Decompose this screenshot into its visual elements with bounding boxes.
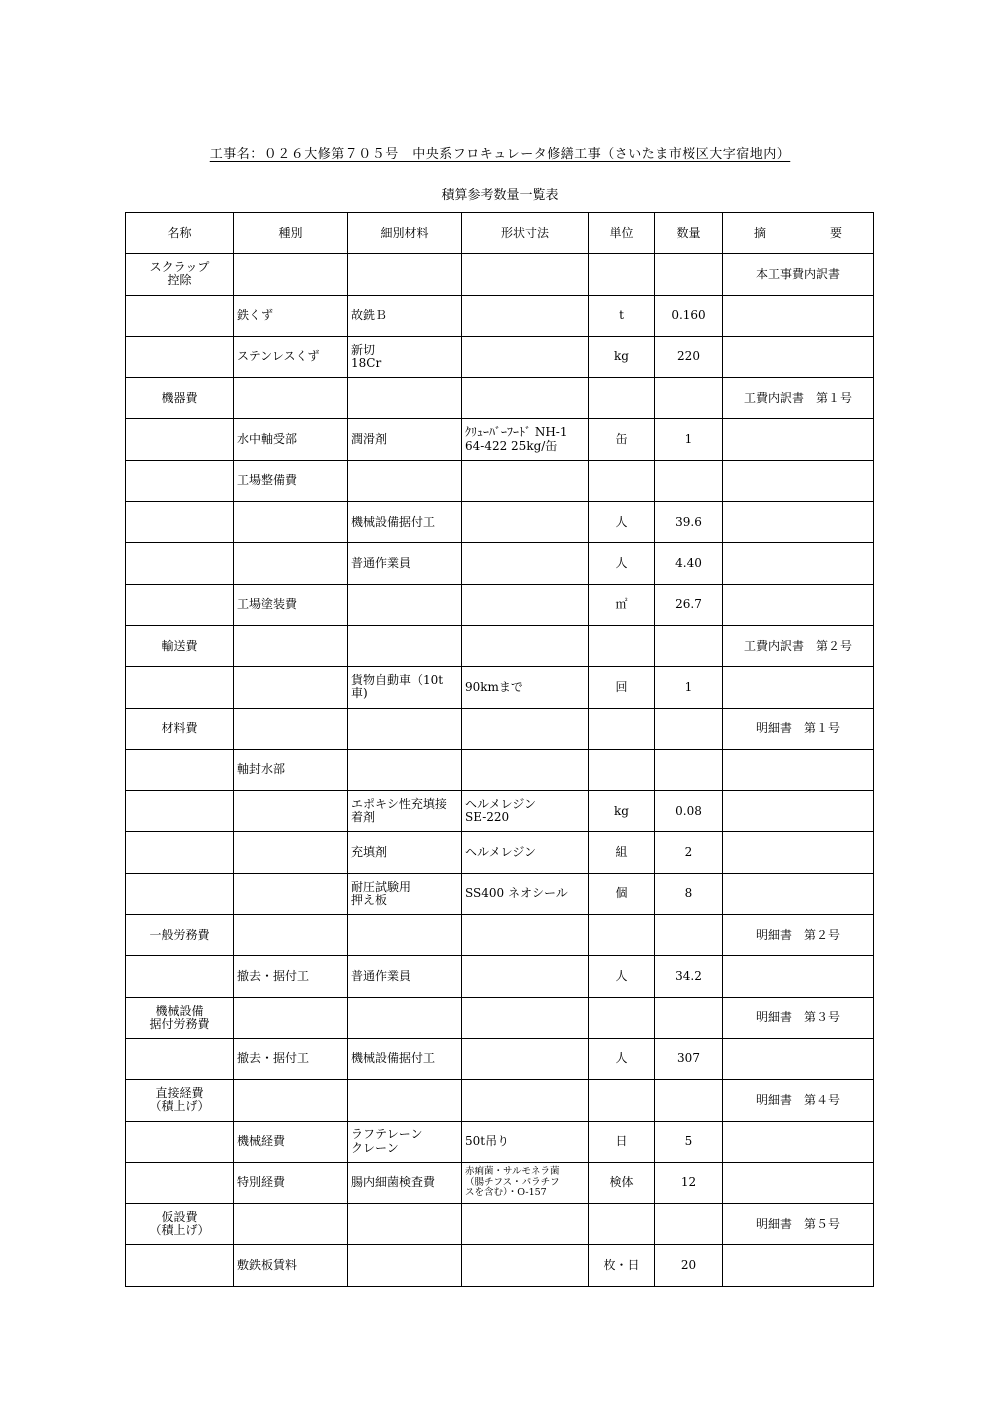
cell-detail: 機械設備据付工 — [348, 502, 462, 543]
table-row — [126, 460, 874, 501]
cell-name: 機器費 — [126, 378, 234, 419]
cell-unit: kg — [589, 791, 655, 832]
cell-spec — [462, 997, 589, 1038]
cell-qty: 26.7 — [655, 584, 723, 625]
cell-unit: t — [589, 295, 655, 336]
header-spec: 形状寸法 — [462, 213, 589, 254]
cell-detail: 普通作業員 — [348, 543, 462, 584]
cell-spec — [462, 254, 589, 295]
cell-name — [126, 832, 234, 873]
table-row — [126, 832, 874, 873]
header-remark-b: 要 — [829, 225, 842, 240]
table-row — [126, 915, 874, 956]
cell-type — [234, 997, 348, 1038]
cell-name — [126, 873, 234, 914]
cell-detail: 機械設備据付工 — [348, 1038, 462, 1079]
cell-unit: kg — [589, 336, 655, 377]
cell-qty: 1 — [655, 667, 723, 708]
cell-remark — [723, 336, 874, 377]
cell-name — [126, 749, 234, 790]
cell-detail: 普通作業員 — [348, 956, 462, 997]
cell-spec — [462, 460, 589, 501]
table-row — [126, 1121, 874, 1162]
cell-remark: 明細書 第３号 — [723, 997, 874, 1038]
cell-type — [234, 1204, 348, 1245]
cell-type — [234, 543, 348, 584]
cell-spec: ｸﾘｭｰﾊﾞｰﾌｰﾄﾞ NH-1 64-422 25kg/缶 — [462, 419, 589, 460]
cell-unit: 組 — [589, 832, 655, 873]
cell-spec — [462, 1038, 589, 1079]
cell-type: 工場塗装費 — [234, 584, 348, 625]
cell-remark — [723, 460, 874, 501]
cell-type — [234, 832, 348, 873]
cell-detail: 耐圧試験用 押え板 — [348, 873, 462, 914]
cell-name: スクラップ 控除 — [126, 254, 234, 295]
cell-spec — [462, 295, 589, 336]
cell-type — [234, 625, 348, 666]
cell-name: 直接経費 （積上げ） — [126, 1080, 234, 1121]
cell-qty: 5 — [655, 1121, 723, 1162]
cell-spec — [462, 915, 589, 956]
cell-qty: 4.40 — [655, 543, 723, 584]
cell-type: 軸封水部 — [234, 749, 348, 790]
cell-type — [234, 791, 348, 832]
cell-type — [234, 915, 348, 956]
cell-detail — [348, 1204, 462, 1245]
cell-unit: ㎡ — [589, 584, 655, 625]
cell-unit — [589, 708, 655, 749]
header-qty: 数量 — [655, 213, 723, 254]
document-subtitle: 積算参考数量一覧表 — [441, 188, 559, 203]
cell-name — [126, 1038, 234, 1079]
cell-detail — [348, 460, 462, 501]
table-row — [126, 378, 874, 419]
table-body — [126, 254, 874, 1286]
header-remark — [723, 213, 874, 254]
cell-type — [234, 667, 348, 708]
cell-qty: 1 — [655, 419, 723, 460]
table-row — [126, 956, 874, 997]
cell-qty: 34.2 — [655, 956, 723, 997]
cell-name — [126, 584, 234, 625]
cell-detail: 故銑Ｂ — [348, 295, 462, 336]
cell-detail: エポキシ性充填接 着剤 — [348, 791, 462, 832]
cell-spec — [462, 956, 589, 997]
cell-type — [234, 254, 348, 295]
cell-spec — [462, 749, 589, 790]
cell-remark — [723, 295, 874, 336]
table-row — [126, 1162, 874, 1203]
cell-type — [234, 1080, 348, 1121]
cell-name — [126, 543, 234, 584]
cell-detail: ラフテレーン クレーン — [348, 1121, 462, 1162]
cell-detail: 潤滑剤 — [348, 419, 462, 460]
cell-spec — [462, 1080, 589, 1121]
cell-name — [126, 791, 234, 832]
cell-spec: 50t吊り — [462, 1121, 589, 1162]
cell-remark: 明細書 第４号 — [723, 1080, 874, 1121]
cell-type: ステンレスくず — [234, 336, 348, 377]
cell-name: 輸送費 — [126, 625, 234, 666]
table-row — [126, 584, 874, 625]
cell-remark: 工費内訳書 第１号 — [723, 378, 874, 419]
cell-detail — [348, 625, 462, 666]
cell-type: 敷鉄板賃料 — [234, 1245, 348, 1286]
cell-spec: ヘルメレジン — [462, 832, 589, 873]
cell-unit — [589, 460, 655, 501]
cell-remark — [723, 667, 874, 708]
cell-remark — [723, 791, 874, 832]
cell-detail — [348, 997, 462, 1038]
cell-unit: 人 — [589, 543, 655, 584]
cell-detail — [348, 708, 462, 749]
table-row — [126, 1204, 874, 1245]
table-row — [126, 543, 874, 584]
cell-detail: 新切 18Cr — [348, 336, 462, 377]
cell-unit — [589, 254, 655, 295]
cell-spec: 90kmまで — [462, 667, 589, 708]
cell-unit: 人 — [589, 1038, 655, 1079]
cell-detail — [348, 1080, 462, 1121]
header-remark-a: 摘 — [754, 225, 767, 240]
cell-remark — [723, 419, 874, 460]
cell-name — [126, 1162, 234, 1203]
cell-remark: 工費内訳書 第２号 — [723, 625, 874, 666]
cell-name — [126, 667, 234, 708]
cell-qty — [655, 1204, 723, 1245]
cell-name — [126, 1245, 234, 1286]
cell-qty — [655, 749, 723, 790]
cell-spec: ヘルメレジン SE-220 — [462, 791, 589, 832]
cell-name — [126, 956, 234, 997]
cell-detail — [348, 378, 462, 419]
cell-remark: 明細書 第２号 — [723, 915, 874, 956]
cell-unit — [589, 1080, 655, 1121]
cell-spec — [462, 1245, 589, 1286]
cell-unit — [589, 997, 655, 1038]
table-row — [126, 791, 874, 832]
cell-type: 撤去・据付工 — [234, 956, 348, 997]
cell-unit — [589, 1204, 655, 1245]
cell-unit — [589, 915, 655, 956]
cell-qty — [655, 460, 723, 501]
cell-detail — [348, 915, 462, 956]
cell-name — [126, 295, 234, 336]
header-type: 種別 — [234, 213, 348, 254]
table-row — [126, 254, 874, 295]
cell-unit: 人 — [589, 956, 655, 997]
cell-remark: 本工事費内訳書 — [723, 254, 874, 295]
cell-unit: 個 — [589, 873, 655, 914]
cell-unit: 日 — [589, 1121, 655, 1162]
cell-spec — [462, 378, 589, 419]
cell-detail — [348, 254, 462, 295]
cell-spec — [462, 1204, 589, 1245]
quantity-table — [125, 212, 874, 1287]
cell-remark — [723, 956, 874, 997]
cell-spec: 赤痢菌・サルモネラ菌 （腸チフス・パラチフ スを含む）・O-157 — [462, 1162, 589, 1203]
table-row — [126, 336, 874, 377]
cell-unit — [589, 749, 655, 790]
cell-type — [234, 873, 348, 914]
cell-qty: 0.160 — [655, 295, 723, 336]
cell-remark: 明細書 第５号 — [723, 1204, 874, 1245]
cell-remark — [723, 1245, 874, 1286]
table-row — [126, 749, 874, 790]
cell-name — [126, 1121, 234, 1162]
cell-remark — [723, 1162, 874, 1203]
cell-type: 水中軸受部 — [234, 419, 348, 460]
cell-name — [126, 460, 234, 501]
cell-detail: 腸内細菌検査費 — [348, 1162, 462, 1203]
table-row — [126, 708, 874, 749]
cell-remark — [723, 1121, 874, 1162]
cell-remark: 明細書 第１号 — [723, 708, 874, 749]
cell-qty — [655, 1080, 723, 1121]
table-row — [126, 502, 874, 543]
cell-remark — [723, 832, 874, 873]
cell-unit: 枚・日 — [589, 1245, 655, 1286]
cell-qty: 0.08 — [655, 791, 723, 832]
cell-qty: 307 — [655, 1038, 723, 1079]
cell-spec — [462, 625, 589, 666]
table-row — [126, 1245, 874, 1286]
cell-type — [234, 502, 348, 543]
cell-name: 一般労務費 — [126, 915, 234, 956]
cell-unit: 人 — [589, 502, 655, 543]
cell-remark — [723, 1038, 874, 1079]
cell-name — [126, 336, 234, 377]
cell-type: 工場整備費 — [234, 460, 348, 501]
cell-type — [234, 378, 348, 419]
cell-type: 鉄くず — [234, 295, 348, 336]
cell-qty — [655, 915, 723, 956]
cell-qty: 20 — [655, 1245, 723, 1286]
cell-remark — [723, 873, 874, 914]
cell-name — [126, 502, 234, 543]
cell-qty: 2 — [655, 832, 723, 873]
table-row — [126, 1080, 874, 1121]
cell-name: 機械設備 据付労務費 — [126, 997, 234, 1038]
table-row — [126, 667, 874, 708]
cell-type — [234, 708, 348, 749]
table-row — [126, 997, 874, 1038]
cell-remark — [723, 543, 874, 584]
cell-type: 機械経費 — [234, 1121, 348, 1162]
cell-type: 撤去・据付工 — [234, 1038, 348, 1079]
header-unit: 単位 — [589, 213, 655, 254]
cell-detail: 貨物自動車（10t 車) — [348, 667, 462, 708]
table-row — [126, 625, 874, 666]
cell-qty — [655, 708, 723, 749]
cell-name: 材料費 — [126, 708, 234, 749]
cell-remark — [723, 584, 874, 625]
cell-unit: 缶 — [589, 419, 655, 460]
cell-qty: 12 — [655, 1162, 723, 1203]
cell-spec: SS400 ネオシール — [462, 873, 589, 914]
cell-qty — [655, 625, 723, 666]
cell-detail — [348, 584, 462, 625]
cell-qty — [655, 997, 723, 1038]
cell-spec — [462, 584, 589, 625]
header-name: 名称 — [126, 213, 234, 254]
cell-unit — [589, 625, 655, 666]
table-row — [126, 1038, 874, 1079]
table-row — [126, 873, 874, 914]
table-row — [126, 419, 874, 460]
cell-detail — [348, 749, 462, 790]
cell-detail: 充填剤 — [348, 832, 462, 873]
cell-remark — [723, 502, 874, 543]
cell-name — [126, 419, 234, 460]
cell-unit: 検体 — [589, 1162, 655, 1203]
cell-detail — [348, 1245, 462, 1286]
cell-name: 仮設費 （積上げ） — [126, 1204, 234, 1245]
cell-qty: 220 — [655, 336, 723, 377]
cell-unit — [589, 378, 655, 419]
table-row — [126, 295, 874, 336]
cell-unit: 回 — [589, 667, 655, 708]
cell-qty: 39.6 — [655, 502, 723, 543]
cell-remark — [723, 749, 874, 790]
cell-qty — [655, 378, 723, 419]
cell-spec — [462, 708, 589, 749]
cell-qty — [655, 254, 723, 295]
header-row — [126, 213, 874, 254]
cell-type: 特別経費 — [234, 1162, 348, 1203]
cell-spec — [462, 543, 589, 584]
document-title: 工事名：０２６大修第７０５号 中央系フロキュレータ修繕工事（さいたま市桜区大字宿地内） — [209, 147, 791, 162]
header-detail: 細別材料 — [348, 213, 462, 254]
cell-spec — [462, 502, 589, 543]
cell-qty: 8 — [655, 873, 723, 914]
cell-spec — [462, 336, 589, 377]
